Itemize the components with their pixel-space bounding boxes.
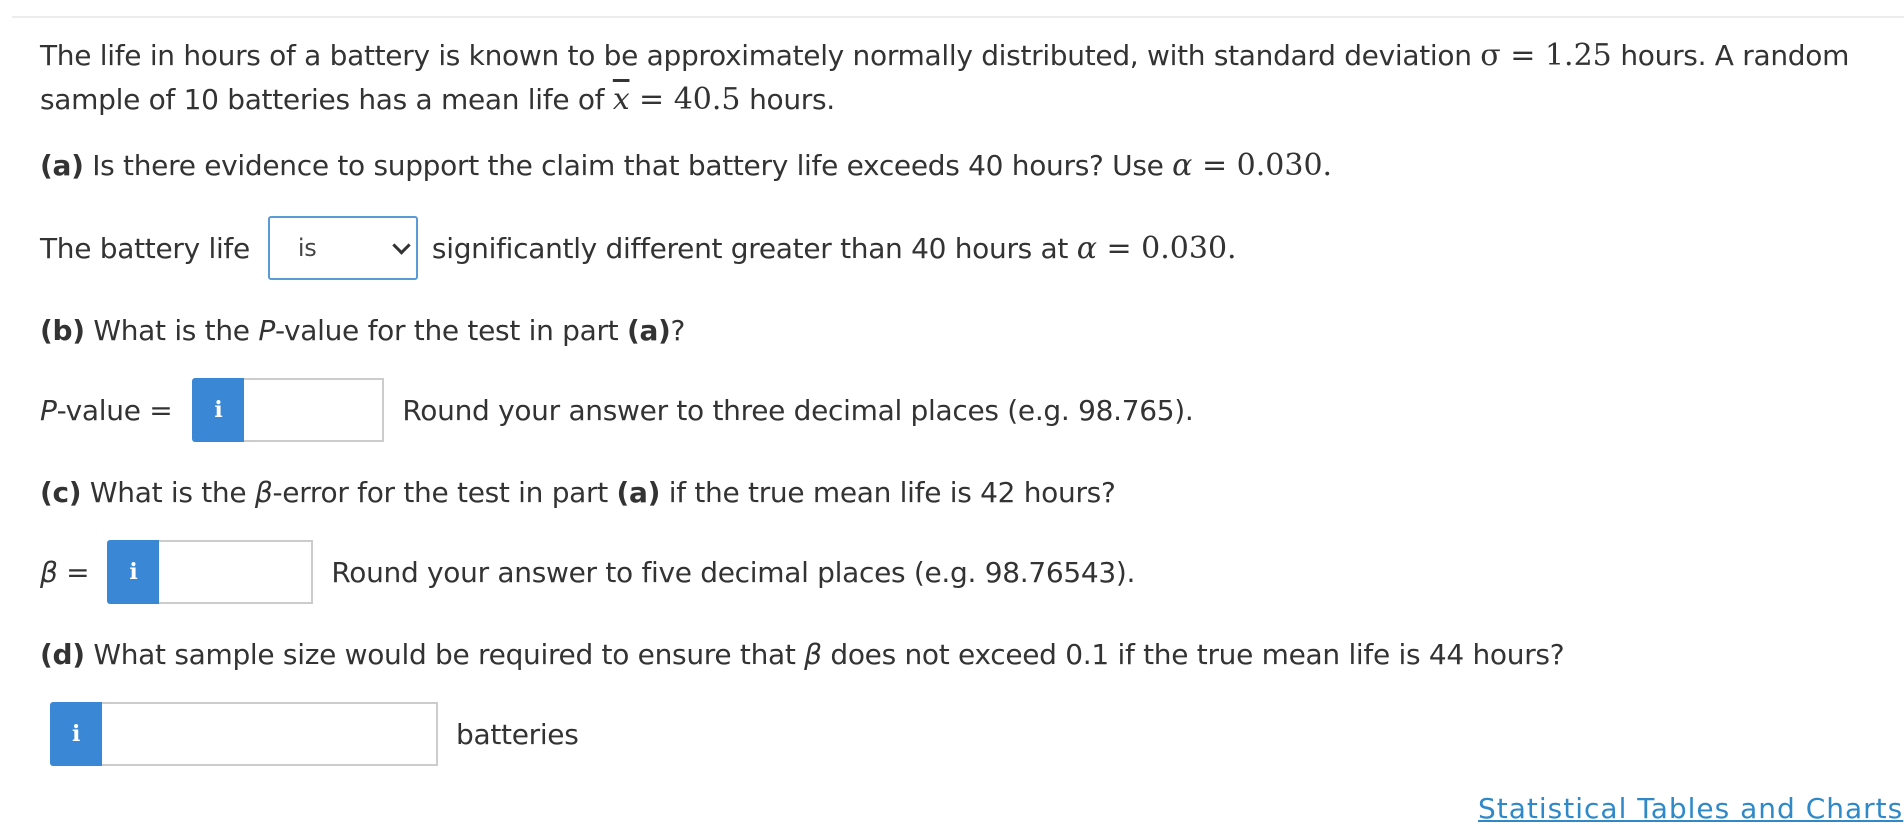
alpha-symbol: α [1172, 148, 1193, 183]
beta-input[interactable] [159, 540, 313, 604]
part-d-text-1: What sample size would be required to ensure that [84, 638, 805, 671]
info-icon[interactable]: i [50, 702, 102, 766]
alpha-symbol-2: α [1076, 230, 1097, 266]
xbar-symbol: $\overline{x}$ [612, 82, 630, 117]
equals-sign: = [1500, 38, 1545, 73]
select-value: is [297, 234, 317, 262]
sigma-value: 1.25 [1544, 38, 1612, 73]
info-icon[interactable]: i [107, 540, 159, 604]
sample-size-input[interactable] [102, 702, 438, 766]
problem-statement [40, 34, 1880, 122]
pvalue-hint: Round your answer to three decimal places (e.g. 98.765). [402, 393, 1194, 427]
part-b-ref: (a) [626, 314, 671, 347]
part-b-answer-row [40, 378, 1194, 442]
part-c-label: (c) [40, 476, 82, 509]
alpha-value: 0.030. [1236, 148, 1333, 183]
part-a-answer-suffix: significantly different greater than 40 hours at [431, 231, 1077, 265]
batteries-unit: batteries [456, 717, 579, 751]
is-isnot-select[interactable] [268, 216, 418, 280]
beta-label: β = [40, 555, 90, 589]
part-d-text-2: does not exceed 0.1 if the true mean life is 44 hours? [821, 638, 1565, 671]
part-b-text-end: ? [670, 314, 686, 347]
p-italic: P [258, 314, 275, 347]
part-c-text-1: What is the [81, 476, 255, 509]
question-content [40, 34, 1880, 751]
beta-symbol: β [254, 476, 273, 509]
pvalue-input[interactable] [244, 378, 384, 442]
chevron-down-icon [392, 236, 410, 254]
part-b-text-1: What is the [84, 314, 259, 347]
part-c-ref: (a) [616, 476, 661, 509]
pvalue-p: P [40, 393, 57, 427]
alpha-equals-2: = [1096, 230, 1142, 266]
part-d-label: (d) [40, 638, 85, 671]
alpha-value-2: 0.030. [1141, 230, 1237, 266]
info-icon[interactable]: i [192, 378, 244, 442]
alpha-equals: = [1192, 148, 1237, 183]
top-divider [12, 16, 1904, 18]
part-c-text-3: if the true mean life is 42 hours? [660, 476, 1116, 509]
equals-sign-2: = [629, 82, 674, 117]
intro-text-4: hours. [740, 83, 835, 116]
intro-text-2: hours. A random [1611, 39, 1850, 72]
intro-text-1: The life in hours of a battery is known to be approximately normally distributed, with standard deviation [40, 39, 1481, 72]
part-d-answer-row [50, 702, 579, 766]
part-c-answer-row [40, 540, 1135, 604]
statistical-tables-link[interactable]: Statistical Tables and Charts [1478, 792, 1904, 825]
intro-text-3: sample of 10 batteries has a mean life of [40, 83, 613, 116]
part-a-answer-row [40, 216, 1237, 280]
part-a-question [40, 148, 1332, 183]
part-b-question [40, 314, 685, 347]
sigma-symbol: σ [1480, 38, 1501, 73]
part-a-text: Is there evidence to support the claim that battery life exceeds 40 hours? Use [83, 149, 1173, 182]
xbar-value: 40.5 [673, 82, 741, 117]
pvalue-label: -value = [56, 393, 173, 427]
part-a-answer-prefix: The battery life [40, 231, 250, 265]
beta-symbol-2: β [804, 638, 822, 671]
part-d-question [40, 638, 1564, 671]
part-a-label: (a) [40, 149, 84, 182]
part-c-question [40, 476, 1116, 509]
part-b-label: (b) [40, 314, 85, 347]
part-b-text-2: -value for the test in part [274, 314, 627, 347]
part-c-text-2: -error for the test in part [272, 476, 617, 509]
beta-hint: Round your answer to five decimal places (e.g. 98.76543). [331, 555, 1136, 589]
